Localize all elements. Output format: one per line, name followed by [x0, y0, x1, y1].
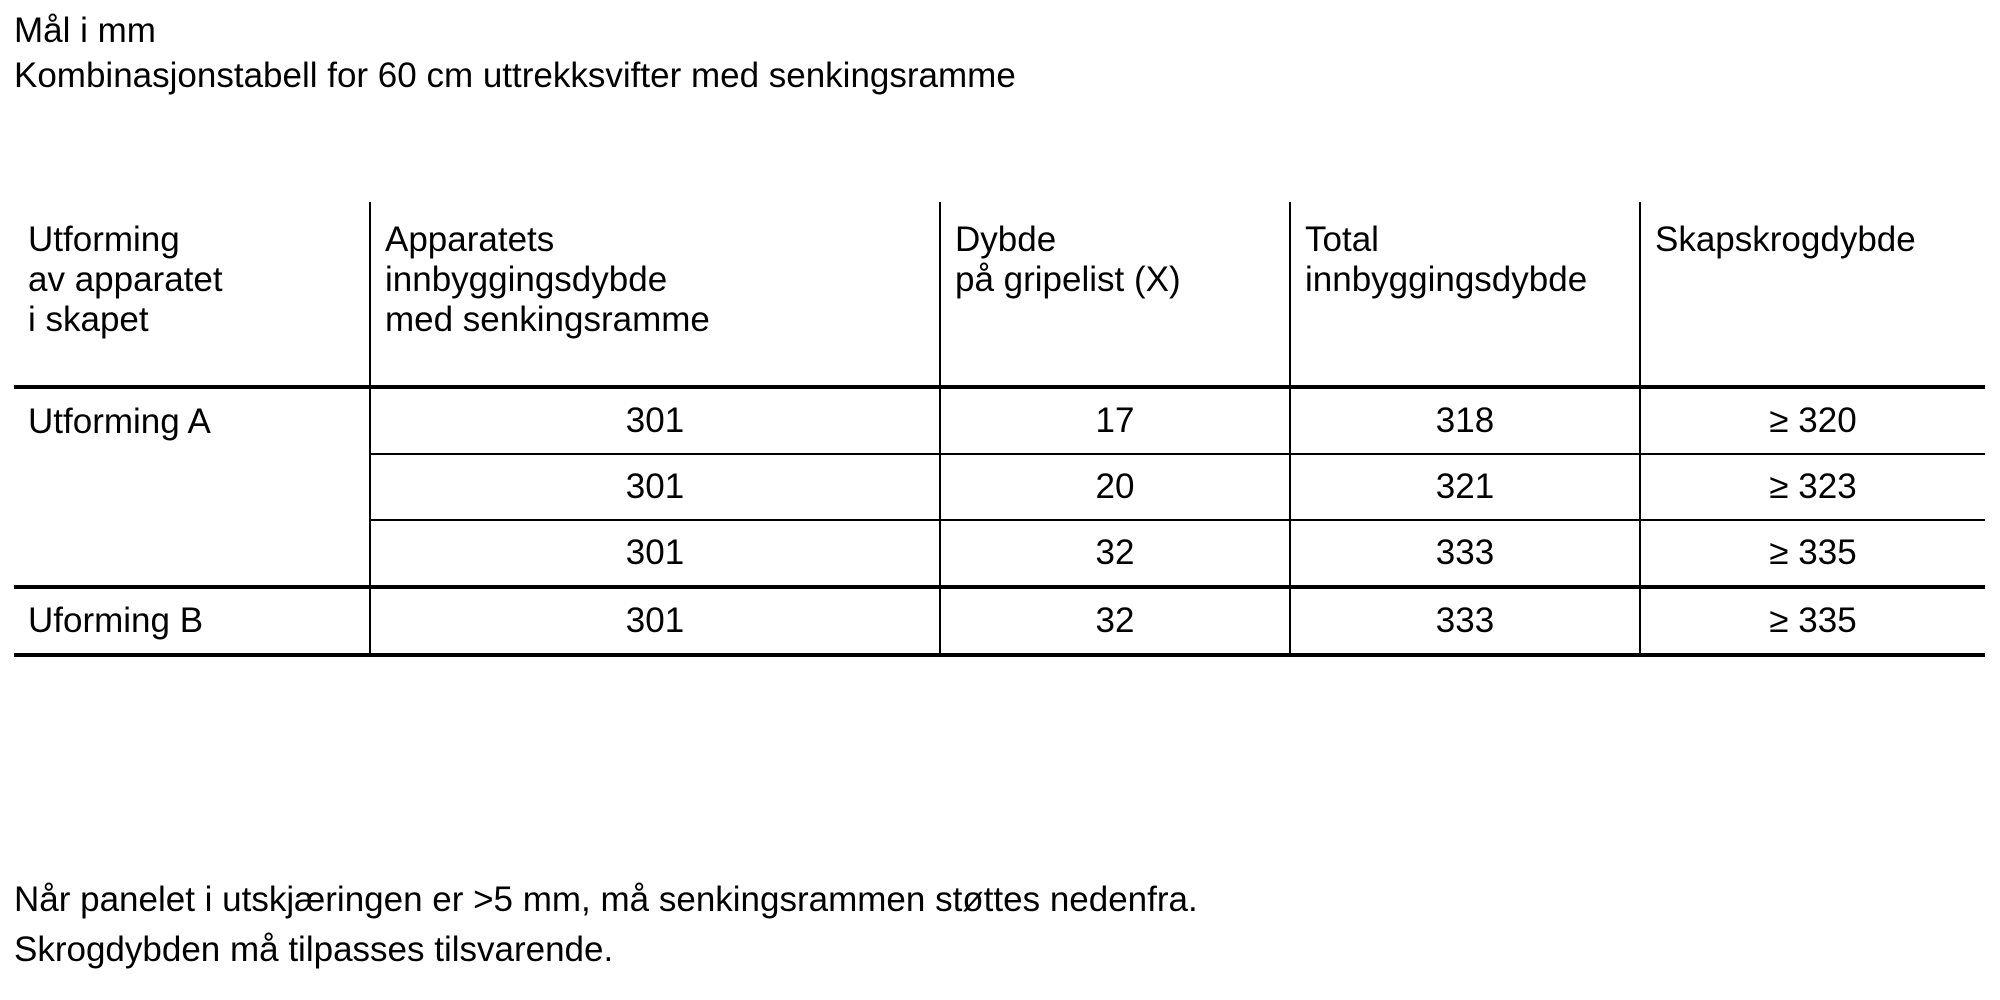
title-block — [14, 0, 2000, 98]
table-cell: 318 — [1290, 387, 1640, 454]
footnote-line: Skrogdybden må tilpasses tilsvarende. — [14, 930, 614, 969]
design-cell: Utforming A — [14, 387, 370, 587]
footnote — [14, 875, 2000, 975]
table-cell: 32 — [940, 587, 1290, 655]
table-row — [14, 387, 1985, 454]
column-header-cabinet-depth: Skapskrogdybde — [1640, 202, 1985, 387]
table-row — [14, 587, 1985, 655]
table-cell: 301 — [370, 520, 940, 587]
table-cell: ≥ 335 — [1640, 520, 1985, 587]
table-cell: ≥ 335 — [1640, 587, 1985, 655]
table-cell: 32 — [940, 520, 1290, 587]
table-cell: 301 — [370, 587, 940, 655]
column-header-grip-rail-depth: Dybde på gripelist (X) — [940, 202, 1290, 387]
column-header-design: Utforming av apparatet i skapet — [14, 202, 370, 387]
column-header-appliance-depth: Apparatets innbyggingsdybde med senkingsramme — [370, 202, 940, 387]
design-cell: Uforming B — [14, 587, 370, 655]
table-cell: ≥ 323 — [1640, 454, 1985, 520]
table-cell: ≥ 320 — [1640, 387, 1985, 454]
header-row — [14, 202, 1985, 387]
footnote-line: Når panelet i utskjæringen er >5 mm, må senkingsrammen støttes nedenfra. — [14, 880, 1198, 919]
table-cell: 301 — [370, 387, 940, 454]
column-header-total-depth: Total innbyggingsdybde — [1290, 202, 1640, 387]
page-title: Kombinasjonstabell for 60 cm uttrekksvifter med senkingsramme — [14, 56, 1016, 95]
table-cell: 333 — [1290, 520, 1640, 587]
combination-table — [14, 202, 1985, 657]
table-cell: 321 — [1290, 454, 1640, 520]
table-cell: 17 — [940, 387, 1290, 454]
table-cell: 333 — [1290, 587, 1640, 655]
unit-note: Mål i mm — [14, 11, 156, 50]
table-cell: 301 — [370, 454, 940, 520]
table-cell: 20 — [940, 454, 1290, 520]
